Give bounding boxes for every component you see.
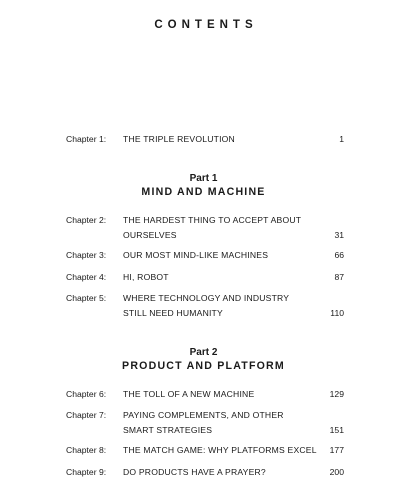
page-number: 1 (339, 134, 344, 144)
part-name: MIND AND MACHINE (141, 186, 266, 198)
chapter-title-line-1: WHERE TECHNOLOGY AND INDUSTRY (123, 293, 290, 303)
chapter-number: Chapter 5: (66, 293, 107, 303)
chapter-title-line-2: STILL NEED HUMANITY (123, 308, 223, 318)
chapter-number: Chapter 4: (66, 272, 107, 282)
chapter-title: HI, ROBOT (123, 272, 169, 282)
page-title: CONTENTS (154, 19, 258, 31)
page-number: 110 (330, 308, 344, 318)
part-name: PRODUCT AND PLATFORM (122, 360, 285, 372)
page-number: 151 (329, 425, 344, 435)
page-number: 87 (334, 272, 344, 282)
part-heading-1 (0, 172, 407, 199)
chapter-title-line-2: SMART STRATEGIES (123, 425, 213, 435)
chapter-number: Chapter 7: (66, 410, 107, 420)
chapter-number: Chapter 6: (66, 389, 107, 399)
chapter-number: Chapter 2: (66, 215, 107, 225)
chapter-number: Chapter 3: (66, 250, 107, 260)
page-number: 200 (329, 467, 344, 477)
page-number: 129 (329, 389, 344, 399)
chapter-number: Chapter 9: (66, 467, 107, 477)
page-number: 31 (334, 230, 344, 240)
chapter-title-line-2: OURSELVES (123, 230, 177, 240)
chapter-number: Chapter 8: (66, 445, 107, 455)
page-number: 177 (329, 445, 344, 455)
chapter-title: THE MATCH GAME: WHY PLATFORMS EXCEL (123, 445, 317, 455)
chapter-number: Chapter 1: (66, 134, 107, 144)
page-number: 66 (334, 250, 344, 260)
chapter-title-line-1: PAYING COMPLEMENTS, AND OTHER (123, 410, 284, 420)
chapter-title: THE TRIPLE REVOLUTION (123, 134, 235, 144)
chapter-title: DO PRODUCTS HAVE A PRAYER? (123, 467, 266, 477)
chapter-title: OUR MOST MIND-LIKE MACHINES (123, 250, 269, 260)
part-number: Part 1 (189, 173, 218, 184)
chapter-title-line-1: THE HARDEST THING TO ACCEPT ABOUT (123, 215, 302, 225)
chapter-title: THE TOLL OF A NEW MACHINE (123, 389, 255, 399)
part-heading-2 (0, 346, 407, 373)
part-number: Part 2 (189, 347, 218, 358)
